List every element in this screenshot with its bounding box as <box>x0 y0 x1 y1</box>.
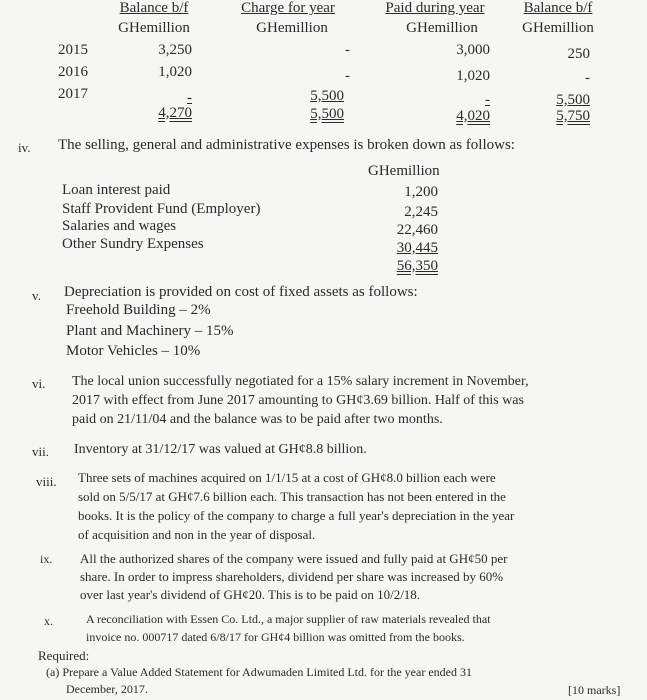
item-line: over last year's dividend of GH¢20. This is to be paid on 10/2/18. <box>80 587 421 602</box>
col-header-balance-cf: Balance b/f <box>523 0 593 16</box>
cell-paid: 3,000 <box>456 42 490 58</box>
total-cf: 5,750 <box>556 108 590 124</box>
cell-charge: 5,500 <box>310 88 344 104</box>
row-year: 2016 <box>58 64 88 80</box>
expense-label: Loan interest paid <box>62 182 171 198</box>
item-line: The local union successfully negotiated for a 15% salary increment in November, <box>72 374 529 389</box>
expense-value: 1,200 <box>404 184 438 200</box>
row-year: 2015 <box>58 42 88 58</box>
cell-charge: - <box>345 68 350 84</box>
item-line: All the authorized shares of the company were issued and fully paid at GH¢50 per <box>80 551 508 566</box>
item-line: invoice no. 000717 dated 6/8/17 for GH¢4 billion was omitted from the books. <box>86 630 465 644</box>
item-line: A reconciliation with Essen Co. Ltd., a major supplier of raw materials revealed that <box>86 612 491 626</box>
expense-label: Staff Provident Fund (Employer) <box>62 201 261 217</box>
col-header-balance-bf: Balance b/f <box>119 0 189 16</box>
cell-charge: - <box>345 42 350 58</box>
item-number: vii. <box>32 444 49 459</box>
item-line: books. It is the policy of the company to charge a full year's depreciation in the year <box>78 508 515 523</box>
cell-cf: - <box>585 70 590 86</box>
item-number: x. <box>44 614 53 628</box>
cell-cf: 250 <box>567 46 590 62</box>
required-line: December, 2017. <box>66 682 148 696</box>
item-number: viii. <box>36 474 57 489</box>
item-line: Three sets of machines acquired on 1/1/15 at a cost of GH¢8.0 billion each were <box>78 470 496 485</box>
expense-total: 56,350 <box>396 258 438 274</box>
total-bf: 4,270 <box>158 105 192 121</box>
col-header-charge: Charge for year <box>241 0 335 16</box>
item-line: sold on 5/5/17 at GH¢7.6 billion each. This transaction has not been entered in the <box>78 489 506 504</box>
depreciation-rate: Motor Vehicles – 10% <box>66 343 201 359</box>
col-unit: GHemillion <box>406 20 478 36</box>
cell-paid: 1,020 <box>456 68 490 84</box>
item-number: v. <box>32 288 41 303</box>
required-heading: Required: <box>38 648 90 663</box>
item-number: vi. <box>32 376 46 391</box>
item-number: ix. <box>40 552 53 566</box>
item-line: of acquisition and non in the year of disposal. <box>78 527 316 542</box>
depreciation-rate: Plant and Machinery – 15% <box>66 323 234 339</box>
depreciation-rate: Freehold Building – 2% <box>66 302 211 318</box>
expense-value: 22,460 <box>396 222 438 238</box>
expense-value: 2,245 <box>404 204 438 220</box>
item-text: The selling, general and administrative expenses is broken down as follows: <box>58 137 515 153</box>
item-line: share. In order to impress shareholders, dividend per share was increased by 60% <box>80 569 504 584</box>
cell-paid: - <box>485 92 490 108</box>
cell-bf: - <box>187 90 192 106</box>
total-paid: 4,020 <box>456 108 490 124</box>
col-unit: GHemillion <box>118 20 190 36</box>
item-line: paid on 21/11/04 and the balance was to be paid after two months. <box>72 412 443 427</box>
cell-bf: 1,020 <box>158 64 192 80</box>
item-line: 2017 with effect from June 2017 amounting to GH¢3.69 billion. Half of this was <box>72 393 524 408</box>
expense-label: Other Sundry Expenses <box>62 236 204 252</box>
marks-label: [10 marks] <box>568 683 621 697</box>
col-header-paid: Paid during year <box>385 0 485 16</box>
expense-unit: GHemillion <box>368 163 440 179</box>
item-number: iv. <box>18 140 31 155</box>
col-unit: GHemillion <box>256 20 328 36</box>
item-text: Inventory at 31/12/17 was valued at GH¢8.8 billion. <box>74 442 367 457</box>
required-line: (a) Prepare a Value Added Statement for Adwumaden Limited Ltd. for the year ended 31 <box>46 665 472 679</box>
cell-cf: 5,500 <box>556 92 590 108</box>
col-unit: GHemillion <box>522 20 594 36</box>
total-charge: 5,500 <box>310 106 344 122</box>
expense-label: Salaries and wages <box>62 218 177 234</box>
row-year: 2017 <box>58 86 88 102</box>
item-text: Depreciation is provided on cost of fixed assets as follows: <box>64 284 418 300</box>
expense-value: 30,445 <box>396 240 438 256</box>
cell-bf: 3,250 <box>158 42 192 58</box>
